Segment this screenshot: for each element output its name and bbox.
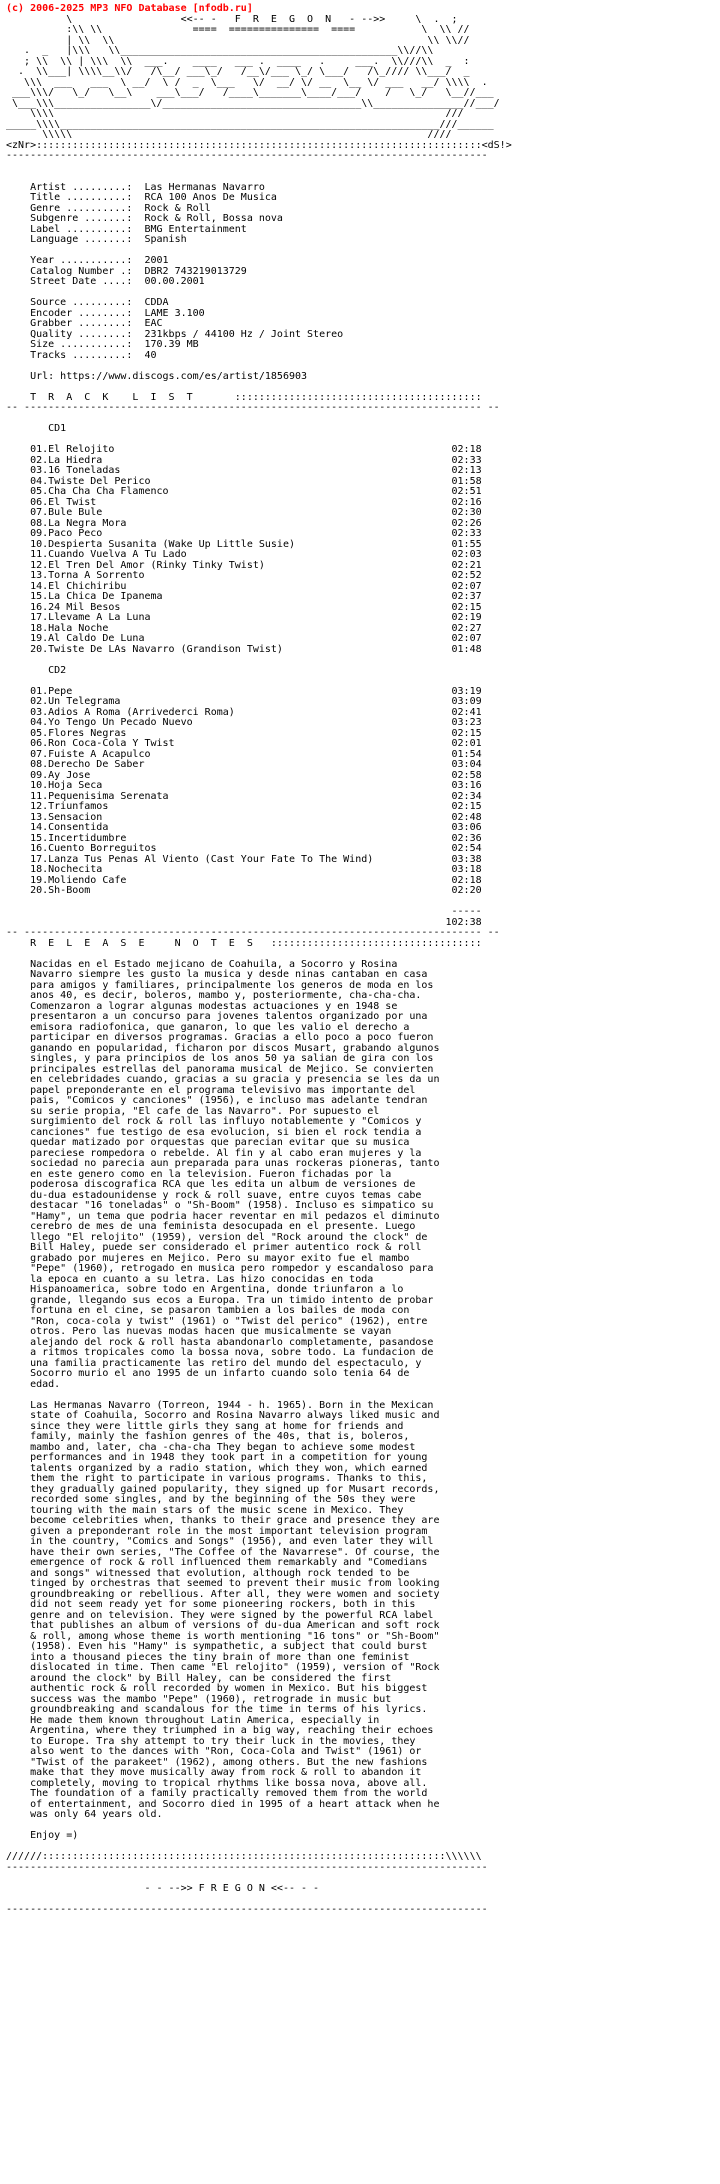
nfo-body: \ <<-- - F R E G O N - -->> \ . ; :\\ \\ ==== =============== ==== \ \\ // | \\ \\ \\ \\// . _ |\\\ \\______________________________________________\\//\\ ; \\ \\ | \\\ \\ ___. ____ ___ . ____ . ___. \\///\\ _ : . \\___| \\\\__\\/ /\__/ ___\_/ /__\/___ \_/ \___/ /\_//// \\___/ _ \\\ ___ ___ \ __/ \ / _ \___ \/ __/ \/ __ \__ \/ ___ __/ \\\\ . ___\\\/ \_/ \__\ ___\___/ /____\_______\____/___/ / \_/ \__//___ \___\\\________________\/_________________________________\\_______________//___/ \\\\ /// _____\\\\_______________________________________________________________///______ \\\\\ //// <zNr>::::::::::::::::::::::::::::::::::::::::::::::::::::::::::::::::::::::::::<dS!> -------------------------------------------------------------------------------- Artist .........: Las Hermanas Navarro Title ..........: RCA 100 Anos De Musica Genre ..........: Rock & Roll Subgenre .......: Rock & Roll, Bossa nova Label ..........: BMG Entertainment Language .......: Spanish Year ...........: 2001 Catalog Number .: DBR2 743219013729 Street Date ....: 00.00.2001 Source .........: CDDA Encoder ........: LAME 3.100 Grabber ........: EAC Quality ........: 231kbps / 44100 Hz / Joint Stereo Size ...........: 170.39 MB Tracks .........: 40 Url: https://www.discogs.com/es/artist/1856903 T R A C K L I S T ::::::::::::::::::::::::::::::::::::::::: -- ---------------------------------------------------------------------------- -- CD1 01.El Relojito 02:18 02.La Hiedra 02:33 03.16 Toneladas 02:13 04.Twiste Del Perico 01:58 05.Cha Cha Cha Flamenco 02:51 06.El Twist 02:16 07.Bule Bule 02:30 08.La Negra Mora 02:26 09.Paco Peco 02:33 10.Despierta Susanita (Wake Up Little Susie) 01:55 11.Cuando Vuelva A Tu Lado 02:03 12.El Tren Del Amor (Rinky Tinky Twist) 02:21 13.Torna A Sorrento 02:52 14.El Chichiribu 02:07 15.La Chica De Ipanema 02:37 16.24 Mil Besos 02:15 17.Llevame A La Luna 02:19 18.Hala Noche 02:27 19.Al Caldo De Luna 02:07 20.Twiste De LAs Navarro (Grandison Twist) 01:48 CD2 01.Pepe 03:19 02.Un Telegrama 03:09 03.Adios A Roma (Arrivederci Roma) 02:41 04.Yo Tengo Un Pecado Nuevo 03:23 05.Flores Negras 02:15 06.Ron Coca-Cola Y Twist 02:01 07.Fuiste A Acapulco 01:54 08.Derecho De Saber 03:04 09.Ay Jose 02:58 10.Hoja Seca 03:16 11.Pequenisima Serenata 02:34 12.Triunfamos 02:15 13.Sensacion 02:48 14.Consentida 03:06 15.Incertidumbre 02:36 16.Cuento Borreguitos 02:54 17.Lanza Tus Penas Al Viento (Cast Your Fate To The Wind) 03:38 18.Nochecita 03:18 19.Moliendo Cafe 02:18 20.Sh-Boom 02:20 ----- 102:38 -- ---------------------------------------------------------------------------- -- R E L E A S E N O T E S ::::::::::::::::::::::::::::::::::: Nacidas en el Estado mejicano de Coahuila, a Socorro y Rosina Navarro siempre les gusto la musica y desde ninas cantaban en casa para amigos y familiares, principalmente los generos de moda en los anos 40, es decir, boleros, mambo y, posteriormente, cha-cha-cha. Comenzaron a lograr algunas modestas actuaciones y en 1948 se presentaron a un concurso para jovenes talentos organizado por una emisora radiofonica, que ganaron, lo que les valio el derecho a participar en diversos programas. Gracias a ello poco a poco fueron ganando en popularidad, ficharon por discos Musart, grabando algunos singles, y para principios de los anos 50 ya salian de gira con los principales estrellas del panorama musical de Mejico. Se convierten en celebridades cuando, gracias a su gracia y presencia se les da un papel preponderante en el programa televisivo mas importante del pais, "Comicos y canciones" (1956), e incluso mas adelante tendran su serie propia, "El cafe de las Navarro". Por supuesto el surgimiento del rock & roll las influyo notablemente y "Comicos y canciones" fue testigo de esa evolucion, si bien el rock tendia a quedar matizado por orquestas que parecian evitar que su musica pareciese rompedora o rebelde. Al fin y al cabo eran mujeres y la sociedad no parecia aun preparada para unas rockeras pioneras, tanto en este genero como en la television. Fueron fichadas por la poderosa discografica RCA que les edita un album de versiones de du-dua estadounidense y rock & roll suave, entre cuyos temas cabe destacar "16 toneladas" o "Sh-Boom" (1958). Incluso es simpatico su "Hamy", un tema que podria hacer reventar en mil pedazos el diminuto cerebro de mes de una feminista desocupada en el presente. Luego llego "El relojito" (1959), version del "Rock around the clock" de Bill Haley, puede ser considerado el primer autentico rock & roll grabado por mujeres en Mejico. Pero su mayor exito fue el mambo "Pepe" (1960), retrogado en musica pero rompedor y escandaloso para la epoca en cuanto a su letra. Las hizo conocidas en toda Hispanoamerica, sobre todo en Argentina, donde triunfaron a lo grande, llegando sus ecos a Europa. Tra un timido intento de probar fortuna en el cine, se pasaron tambien a los bailes de moda con "Ron, coca-cola y twist" (1961) o "Twist del perico" (1962), entre otros. Pero las nuevas modas hacen que musicalmente se vayan alejando del rock & roll hasta abandonarlo completamente, pasandose a ritmos tropicales como la bossa nova, sobre todo. La fundacion de una familia practicamente las retiro del mundo del espectaculo, y Socorro murio el ano 1995 de un infarto cuando solo tenia 64 de edad. Las Hermanas Navarro (Torreon, 1944 - h. 1965). Born in the Mexican state of Coahuila, Socorro and Rosina Navarro always liked music and since they were little girls they sang at home for friends and family, mainly the fashion genres of the 40s, that is, boleros, mambo and, later, cha -cha-cha They began to achieve some modest performances and in 1948 they took part in a competition for young talents organized by a radio station, which they won, which earned them the right to participate in various programs. Thanks to this, they gradually gained popularity, they signed up for Musart records, recorded some singles, and by the beginning of the 50s they were touring with the main stars of the music scene in Mexico. They become celebrities when, thanks to their grace and presence they are given a preponderant role in the most important television program in the country, "Comics and Songs" (1956), and even later they will have their own series, "The Coffee of the Navarrese". Of course, the emergence of rock & roll influenced them remarkably and "Comedians and songs" witnessed that evolution, although rock tended to be tinged by orchestras that seemed to prevent their music from looking groundbreaking or rebellious. After all, they were women and society did not seem ready yet for some pioneering rockers, both in this genre and on television. They were signed by the powerful RCA label that publishes an album of versions of du-dua American and soft rock & roll, among whose theme is worth mentioning "16 tons" or "Sh-Boom" (1958). Even his "Hamy" is sympathetic, a subject that could burst into a thousand pieces the tiny brain of more than one feminist dislocated in time. Then came "El relojito" (1959), version of "Rock around the clock" by Bill Haley, can be considered the first authentic rock & roll recorded by women in Mexico. But his biggest success was the mambo "Pepe" (1960), retrograde in music but groundbreaking and scandalous for the time in terms of his lyrics. He made them known throughout Latin America, especially in Argentina, where they triumphed in a big way, reaching their echoes to Europe. Tra shy attempt to try their luck in the movies, they also went to the dances with "Ron, Coca-Cola and Twist" (1961) or "Twist of the parakeet" (1962), among others. But the new fashions make that they move musically away from rock & roll to abandon it completely, moving to tropical rhythms like bossa nova, above all. The foundation of a family practically removed them from the world of entertainment, and Socorro died in 1995 of a heart attack when he was only 64 years old. Enjoy =) //////:::::::::::::::::::::::::::::::::::::::::::::::::::::::::::::::::::\\\\\\ -------------------------------------------------------------------------------- - - -->> F R E G O N <<-- - - -------------------------------------------------------------------------------- (6, 13, 512, 1915)
nfodb-header-link[interactable]: (c) 2006-2025 MP3 NFO Database [nfodb.ru] (6, 3, 253, 14)
